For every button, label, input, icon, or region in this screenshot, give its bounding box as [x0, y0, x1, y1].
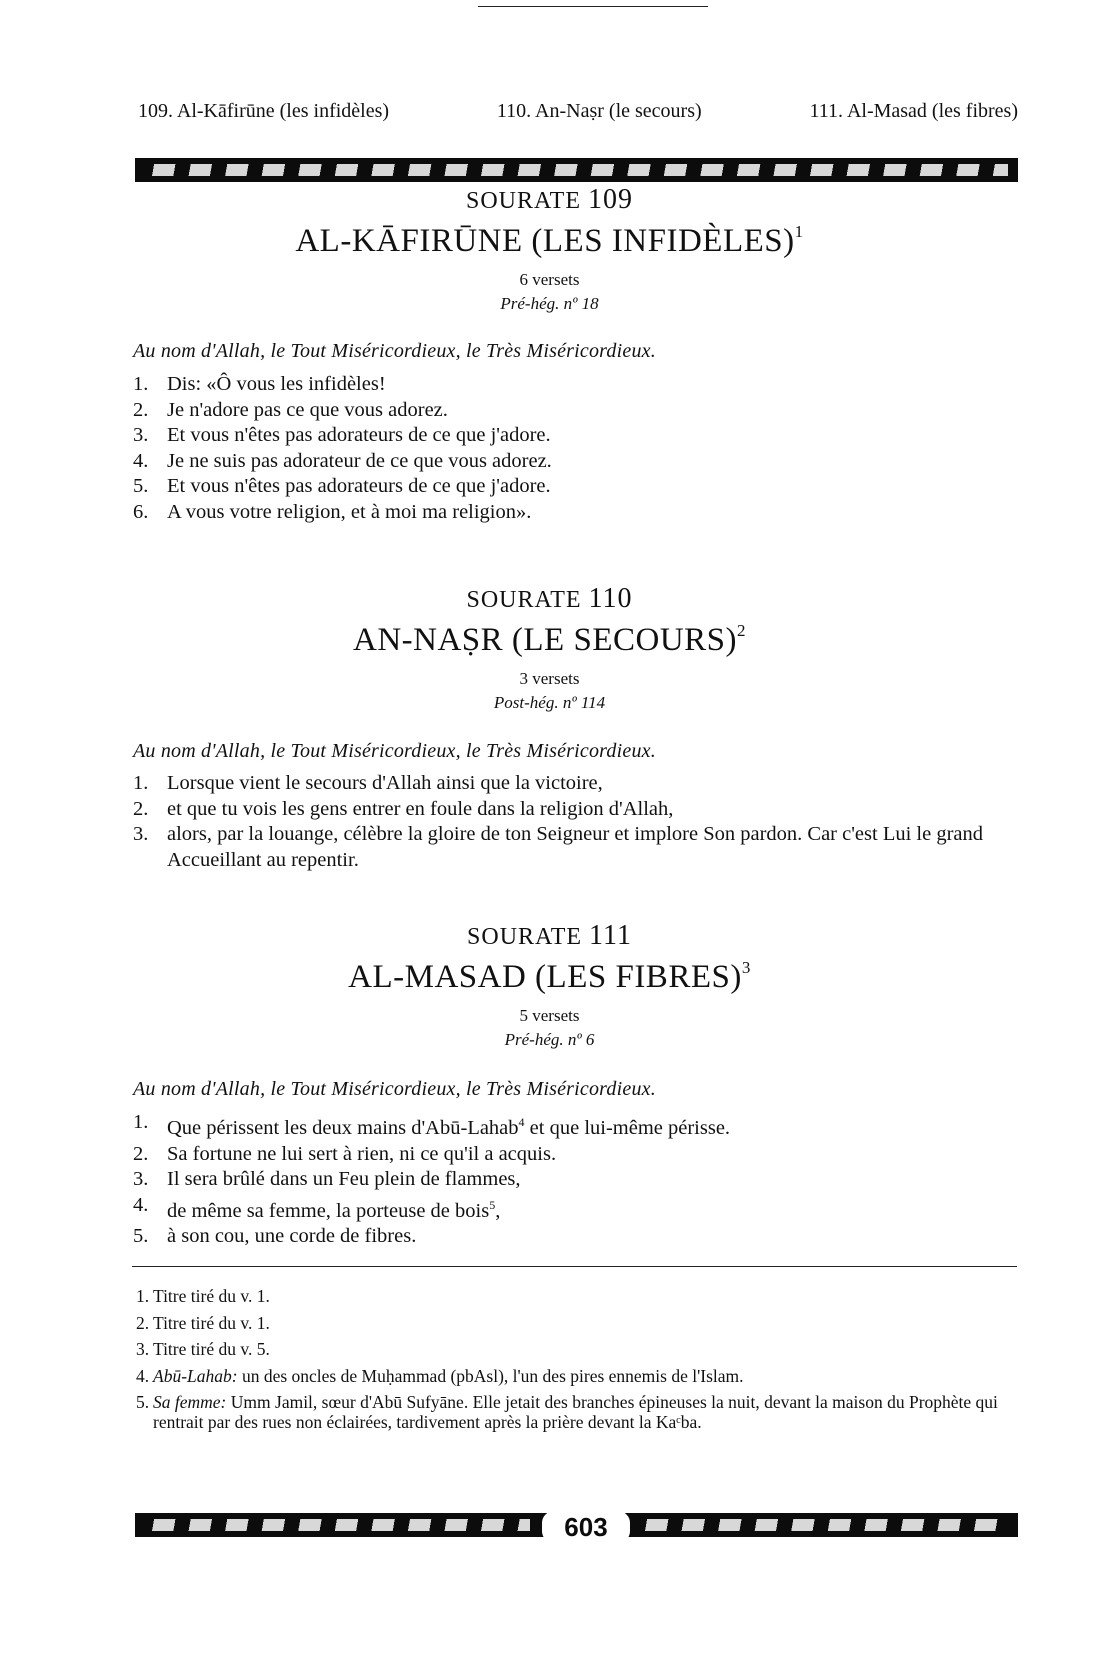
- verse-number: 2.: [133, 1142, 149, 1165]
- sourate-label: [0, 920, 1099, 952]
- verse-text: Et vous n'êtes pas adorateurs de ce que j'adore.: [167, 424, 551, 446]
- ornament-pattern-right: [638, 1519, 1008, 1531]
- verse-text: Je ne suis pas adorateur de ce que vous adorez.: [167, 449, 552, 472]
- footnotes: [136, 1283, 1016, 1435]
- verse-text-tail: et que lui-même périsse.: [524, 1117, 731, 1139]
- footnote-body: Titre tiré du v. 1.: [153, 1312, 270, 1333]
- page-number: 603: [540, 1513, 632, 1537]
- verse: [133, 474, 1013, 500]
- verse: [133, 1224, 1013, 1250]
- sourate-title-text: AN-NAṢR (LE SECOURS): [352, 622, 738, 658]
- verse-count: 3 versets: [519, 669, 580, 688]
- footnote-text: [153, 1310, 1016, 1337]
- sourate-heading: [0, 184, 1099, 314]
- verse-text: Sa fortune ne lui sert à rien, ni ce qu'il a acquis.: [167, 1142, 557, 1165]
- running-head-item: 110. An-Naṣr (le secours): [496, 100, 702, 122]
- verse-number: 1.: [133, 373, 149, 395]
- footnote-ref: 1: [794, 222, 804, 241]
- chronology: Pré-hég. nº 18: [500, 294, 599, 313]
- footnote-ref: 2: [737, 621, 747, 640]
- verse-number: 1.: [133, 772, 149, 794]
- verse-text: [167, 1193, 1013, 1225]
- verse-list: [133, 1110, 1013, 1250]
- sourate-number: 110: [588, 583, 633, 614]
- verse-text: Et vous n'êtes pas adorateurs de ce que j'adore.: [167, 475, 551, 497]
- footnote-ref: 3: [741, 958, 751, 977]
- footnote: [136, 1336, 1016, 1363]
- sourate-title-text: AL-KĀFIRŪNE (LES INFIDÈLES): [295, 223, 795, 259]
- verse-text: Je n'adore pas ce que vous adorez.: [167, 398, 448, 421]
- footnote-number: 5.: [136, 1392, 150, 1412]
- verse-text: alors, par la louange, célèbre la gloire de ton Seigneur et implore Son pardon. Car c'est Lui le grand Accueillant au repentir.: [167, 823, 984, 871]
- verse-number: 3.: [133, 823, 149, 845]
- ornamental-band-bottom: [135, 1513, 1018, 1537]
- footnote-number: 1.: [136, 1286, 150, 1306]
- chronology: Post-hég. nº 114: [493, 693, 606, 712]
- verse-list: [133, 771, 1013, 873]
- sourate-110: [0, 583, 1099, 713]
- footnote-ref: 4: [518, 1115, 525, 1129]
- verse: [133, 1110, 1013, 1142]
- verse-text-tail: ,: [495, 1199, 501, 1222]
- verse-list: [133, 372, 1013, 525]
- verse-number: 4.: [133, 449, 149, 472]
- footnote-rule: [132, 1266, 1017, 1267]
- verse-text: A vous votre religion, et à moi ma religion».: [167, 500, 532, 523]
- footnote-body: Titre tiré du v. 1.: [153, 1286, 270, 1306]
- sourate-111: [0, 920, 1099, 1050]
- verse: [133, 500, 1013, 526]
- sourate-label-text: SOURATE: [466, 587, 582, 613]
- footnote-number: 4.: [136, 1365, 150, 1386]
- sourate-number: 109: [588, 184, 633, 215]
- top-rule: [478, 6, 708, 7]
- sourate-heading: [0, 583, 1099, 713]
- verse: [133, 797, 1013, 823]
- verse-text: et que tu vois les gens entrer en foule dans la religion d'Allah,: [167, 797, 674, 820]
- sourate-label-text: SOURATE: [465, 188, 581, 214]
- verse: [133, 771, 1013, 797]
- sourate-label: [0, 184, 1099, 216]
- footnote-number: 2.: [136, 1312, 150, 1333]
- footnote-ref: 5: [489, 1197, 496, 1212]
- verse-text-main: de même sa femme, la porteuse de bois: [167, 1199, 490, 1222]
- footnote-term: Sa femme:: [153, 1392, 227, 1412]
- running-head-item: 111. Al-Masad (les fibres): [809, 100, 1018, 122]
- footnote-text: [153, 1363, 1016, 1390]
- footnote-term: Abū-Lahab:: [153, 1365, 238, 1386]
- sourate-title-text: AL-MASAD (LES FIBRES): [348, 959, 742, 995]
- verse: [133, 1193, 1013, 1225]
- verse: [133, 423, 1013, 449]
- footnote: [136, 1389, 1016, 1435]
- sourate-label: [0, 583, 1099, 615]
- basmala: Au nom d'Allah, le Tout Miséricordieux, le Très Miséricordieux.: [133, 1078, 656, 1100]
- running-head: [138, 100, 1018, 123]
- verse-number: 1.: [133, 1111, 149, 1133]
- footnote: [136, 1283, 1016, 1310]
- footnote-body: Umm Jamil, sœur d'Abū Sufyāne. Elle jetait des branches épineuses la nuit, devant la maison du Prophète qui rentrait par des rues non éclairées, tardivement après la prière devant la Kaᶜba.: [153, 1392, 998, 1432]
- footnote-number: 3.: [136, 1339, 150, 1359]
- verse-count: 5 versets: [519, 1006, 580, 1025]
- ornament-pattern-left: [145, 1519, 530, 1531]
- verse-number: 3.: [133, 424, 149, 446]
- footnote: [136, 1310, 1016, 1337]
- verse-text: à son cou, une corde de fibres.: [167, 1225, 417, 1247]
- verse: [133, 372, 1013, 398]
- sourate-109: [0, 184, 1099, 314]
- verse-text: Lorsque vient le secours d'Allah ainsi que la victoire,: [167, 772, 603, 794]
- footnote: [136, 1363, 1016, 1390]
- verse-number: 5.: [133, 475, 149, 497]
- chronology: Pré-hég. nº 6: [504, 1030, 595, 1049]
- verse-text: Il sera brûlé dans un Feu plein de flammes,: [167, 1168, 521, 1190]
- sourate-label-text: SOURATE: [467, 924, 583, 950]
- sourate-title: [0, 958, 1099, 996]
- verse-text: Dis: «Ô vous les infidèles!: [167, 373, 386, 395]
- verse: [133, 1142, 1013, 1168]
- basmala: Au nom d'Allah, le Tout Miséricordieux, le Très Miséricordieux.: [133, 740, 656, 762]
- sourate-title: [0, 222, 1099, 260]
- footnote-text: [153, 1389, 1016, 1435]
- sourate-number: 111: [589, 920, 632, 951]
- running-head-item: 109. Al-Kāfirūne (les infidèles): [138, 100, 390, 122]
- verse-number: 5.: [133, 1225, 149, 1247]
- ornament-pattern: [145, 164, 1008, 176]
- verse-text-main: Que périssent les deux mains d'Abū-Lahab: [167, 1117, 519, 1139]
- ornamental-band-top: [135, 158, 1018, 182]
- verse: [133, 449, 1013, 475]
- verse-number: 3.: [133, 1168, 149, 1190]
- verse-text: [167, 1110, 1013, 1142]
- footnote-body: un des oncles de Muḥammad (pbAsl), l'un des pires ennemis de l'Islam.: [237, 1365, 744, 1386]
- verse-number: 2.: [133, 797, 149, 820]
- verse-number: 2.: [133, 398, 149, 421]
- footnote-body: Titre tiré du v. 5.: [153, 1339, 270, 1359]
- sourate-title: [0, 621, 1099, 659]
- verse-number: 4.: [133, 1193, 149, 1216]
- footnote-text: [153, 1336, 1016, 1363]
- sourate-heading: [0, 920, 1099, 1050]
- verse: [133, 398, 1013, 424]
- basmala: Au nom d'Allah, le Tout Miséricordieux, le Très Miséricordieux.: [133, 340, 656, 362]
- verse-count: 6 versets: [519, 270, 580, 289]
- verse-number: 6.: [133, 500, 149, 523]
- verse: [133, 1167, 1013, 1193]
- footnote-text: [153, 1283, 1016, 1310]
- verse: [133, 822, 1013, 873]
